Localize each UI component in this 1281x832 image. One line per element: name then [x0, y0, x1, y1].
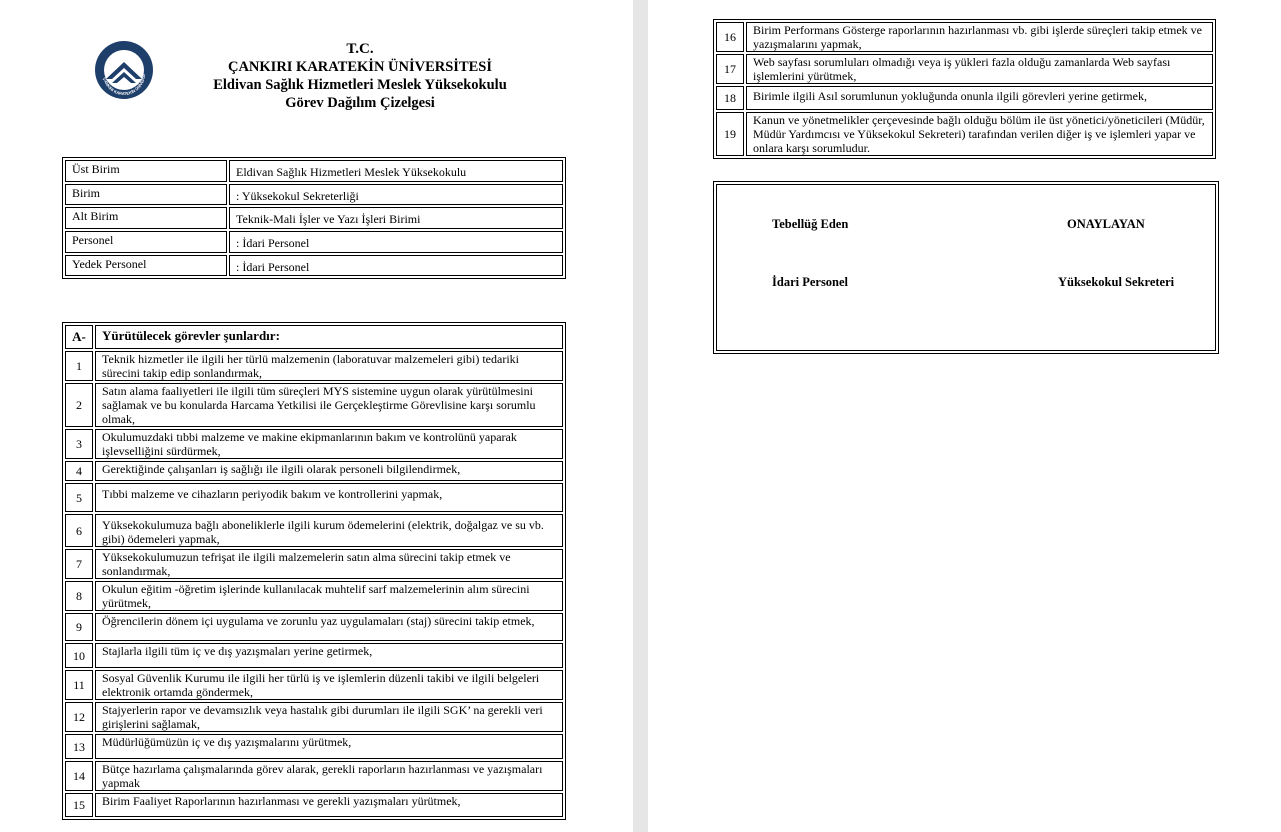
duty-num: 13 — [65, 734, 93, 759]
duty-text: Bütçe hazırlama çalışmalarında görev alarak, gerekli raporların hazırlanması ve yazışmaları yapmak — [95, 761, 563, 791]
university-seal-icon — [94, 40, 154, 100]
info-label: Üst Birim — [65, 160, 227, 182]
duty-text: Okulun eğitim -öğretim işlerinde kullanılacak muhtelif sarf malzemelerinin alım sürecini yürütmek, — [95, 581, 563, 611]
unit-info-table — [62, 157, 566, 279]
duty-text: Satın alama faaliyetleri ile ilgili tüm süreçleri MYS sistemine uygun olarak yürütülmesini sağlamak ve bu konularda Harcama Yetkilisi ile Gerçekleştirme Görevlisine karşı sorumlu olmak, — [95, 383, 563, 427]
duty-num: 11 — [65, 670, 93, 700]
duty-num: 1 — [65, 351, 93, 381]
duty-num: 9 — [65, 613, 93, 641]
duty-text: Stajyerlerin rapor ve devamsızlık veya hastalık gibi durumları ile ilgili SGK’ na gerekli veri girişlerini sağlamak, — [95, 702, 563, 732]
signature-box — [713, 181, 1219, 354]
info-value: Teknik-Mali İşler ve Yazı İşleri Birimi — [229, 207, 563, 229]
duty-num: 12 — [65, 702, 93, 732]
duty-text: Birimle ilgili Asıl sorumlunun yokluğunda onunla ilgili görevleri yerine getirmek, — [746, 86, 1213, 110]
info-value: : İdari Personel — [229, 255, 563, 277]
seal-ring-text: ÇANKIRI KARATEKİN ÜNİVERSİ — [102, 74, 147, 97]
table-row — [65, 429, 563, 459]
info-row — [65, 231, 563, 253]
duty-num: 4 — [65, 461, 93, 481]
duty-text: Okulumuzdaki tıbbi malzeme ve makine ekipmanlarının bakım ve kontrolünü yaparak işlevselliğini sürdürmek, — [95, 429, 563, 459]
duty-num: 19 — [716, 112, 744, 156]
duty-text: Tıbbi malzeme ve cihazların periyodik bakım ve kontrollerini yapmak, — [95, 483, 563, 512]
table-row — [716, 22, 1213, 52]
table-row — [65, 643, 563, 668]
duty-text: Gerektiğinde çalışanları iş sağlığı ile ilgili olarak personeli bilgilendirmek, — [95, 461, 563, 481]
duty-text: Birim Performans Gösterge raporlarının hazırlanması vb. gibi işlerde süreçleri takip etmek ve yazışmalarını yapmak, — [746, 22, 1213, 52]
duty-num: 14 — [65, 761, 93, 791]
table-row — [65, 483, 563, 512]
duty-text: Web sayfası sorumluları olmadığı veya iş yükleri fazla olduğu zamanlarda Web sayfası işlemlerini yürütmek, — [746, 54, 1213, 84]
duty-text: Stajlarla ilgili tüm iç ve dış yazışmaları yerine getirmek, — [95, 643, 563, 668]
duty-text: Teknik hizmetler ile ilgili her türlü malzemenin (laboratuvar malzemeleri gibi) tedariki sürecini takip edip sonlandırmak, — [95, 351, 563, 381]
duties-table-continued — [713, 19, 1216, 159]
table-row — [716, 54, 1213, 84]
header-line-1: T.C. — [346, 41, 374, 57]
table-row — [65, 549, 563, 579]
signature-left-name: İdari Personel — [772, 275, 849, 289]
table-row — [65, 670, 563, 700]
table-row — [65, 581, 563, 611]
duties-header-num: A- — [65, 325, 93, 349]
duty-text: Yüksekokulumuza bağlı aboneliklerle ilgili kurum ödemelerini (elektrik, doğalgaz ve su vb. gibi) ödemeleri yapmak, — [95, 514, 563, 547]
duty-text: Yüksekokulumuzun tefrişat ile ilgili malzemelerin satın alma sürecini takip etmek ve sonlandırmak, — [95, 549, 563, 579]
duty-text: Birim Faaliyet Raporlarının hazırlanması ve gerekli yazışmaları yürütmek, — [95, 793, 563, 817]
duty-text: Kanun ve yönetmelikler çerçevesinde bağlı olduğu bölüm ile üst yönetici/yöneticileri (Müdür, Müdür Yardımcısı ve Yüksekokul Sekreteri) tarafından verilen diğer iş ve işlemleri yapar ve onlara karşı sorumludur. — [746, 112, 1213, 156]
duty-num: 2 — [65, 383, 93, 427]
table-row — [65, 734, 563, 759]
info-value: : İdari Personel — [229, 231, 563, 253]
table-row — [65, 761, 563, 791]
table-row — [65, 793, 563, 817]
signature-left-title: Tebellüğ Eden — [772, 217, 849, 231]
signature-right-title: ONAYLAYAN — [1067, 217, 1145, 231]
info-label: Personel — [65, 231, 227, 253]
duty-num: 6 — [65, 514, 93, 547]
header-title: Görev Dağılım Çizelgesi — [285, 95, 435, 111]
duties-header-title: Yürütülecek görevler şunlardır: — [95, 325, 563, 349]
duty-num: 5 — [65, 483, 93, 512]
table-row — [716, 86, 1213, 110]
info-row — [65, 184, 563, 206]
signature-right-name: Yüksekokul Sekreteri — [1058, 275, 1175, 289]
table-row — [716, 112, 1213, 156]
duty-num: 17 — [716, 54, 744, 84]
header-school: Eldivan Sağlık Hizmetleri Meslek Yüksekokulu — [213, 77, 507, 93]
info-row — [65, 207, 563, 229]
duties-header-row — [65, 325, 563, 349]
duty-num: 16 — [716, 22, 744, 52]
document-header — [180, 40, 540, 112]
duty-num: 10 — [65, 643, 93, 668]
table-row — [65, 351, 563, 381]
document-page-1 — [0, 0, 633, 832]
table-row — [65, 461, 563, 481]
duty-num: 3 — [65, 429, 93, 459]
duty-num: 15 — [65, 793, 93, 817]
info-value: Eldivan Sağlık Hizmetleri Meslek Yüksekokulu — [229, 160, 563, 182]
document-page-2 — [648, 0, 1281, 832]
duty-num: 7 — [65, 549, 93, 579]
duty-text: Öğrencilerin dönem içi uygulama ve zorunlu yaz uygulamaları (staj) sürecini takip etmek, — [95, 613, 563, 641]
info-row — [65, 160, 563, 182]
table-row — [65, 383, 563, 427]
duty-text: Sosyal Güvenlik Kurumu ile ilgili her türlü iş ve işlemlerin düzenli takibi ve ilgili belgeleri elektronik ortamda göndermek, — [95, 670, 563, 700]
duty-text: Müdürlüğümüzün iç ve dış yazışmalarını yürütmek, — [95, 734, 563, 759]
table-row — [65, 613, 563, 641]
table-row — [65, 702, 563, 732]
info-label: Yedek Personel — [65, 255, 227, 277]
header-university: ÇANKIRI KARATEKİN ÜNİVERSİTESİ — [227, 59, 492, 75]
info-label: Alt Birim — [65, 207, 227, 229]
table-row — [65, 514, 563, 547]
duty-num: 8 — [65, 581, 93, 611]
info-value: : Yüksekokul Sekreterliği — [229, 184, 563, 206]
duties-table — [62, 322, 566, 820]
duty-num: 18 — [716, 86, 744, 110]
info-row — [65, 255, 563, 277]
info-label: Birim — [65, 184, 227, 206]
